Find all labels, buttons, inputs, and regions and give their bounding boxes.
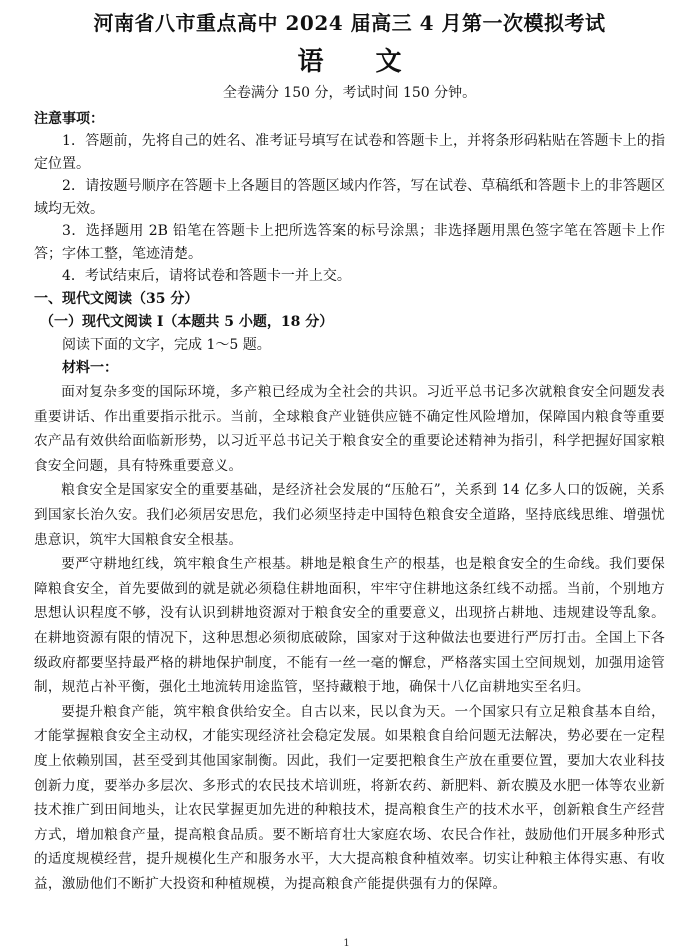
exam-info: 全卷满分 150 分，考试时间 150 分钟。 — [222, 85, 477, 101]
reading-instruction: 阅读下面的文字，完成 1～5 题。 — [62, 336, 271, 353]
material-paragraph: 要提升粮食产能，筑牢粮食供给安全。自古以来，民以食为天。一个国家只有立足粮食基本自给，才能掌握粮食安全主动权，才能实现经济社会稳定发展。如果粮食自给问题无法解决，势必要在一定程度上依赖别国，甚至受到其他国家制衡。因此，我们一定要把粮食生产放在重要位置，要加大农业科技创新力度，要举办多层次、多形式的农民技术培训班，将新农药、新肥料、新农膜及水肥一体等农业新技术推广到田间地头，让农民掌握更加先进的种粮技术，提高粮食生产的技术水平，创新粮食生产经营方式，增加粮食产量，提高粮食品质。要不断培育壮大家庭农场、农民合作社，鼓励他们开展多种形式的适度规模经营，提升规模化生产和服务水平，大大提高粮食种植效率。切实让种粮主体得实惠、有收益，激励他们不断扩大投资和种植规模，为提高粮食产能提供强有力的保障。 — [34, 703, 665, 892]
note-item: 3．选择题用 2B 铅笔在答题卡上把所选答案的标号涂黑；非选择题用黑色签字笔在答题卡上作答；字体工整，笔迹清楚。 — [34, 223, 665, 262]
material-paragraph: 面对复杂多变的国际环境，多产粮已经成为全社会的共识。习近平总书记多次就粮食安全问题发表重要讲话、作出重要指示批示。当前，全球粮食产业链供应链不确定性风险增加，保障国内粮食等重要农产品有效供给面临新形势，以习近平总书记关于粮食安全的重要论述精神为指引，科学把握好国家粮食安全问题，具有特殊重要意义。 — [34, 384, 665, 474]
note-item: 1．答题前，先将自己的姓名、准考证号填写在试卷和答题卡上，并将条形码粘贴在答题卡上的指定位置。 — [34, 133, 665, 172]
material-paragraph: 粮食安全是国家安全的重要基础，是经济社会发展的“压舱石”，关系到 14 亿多人口的饭碗，关系到国家长治久安。我们必须居安思危，我们必须坚持走中国特色粮食安全道路，坚持底线思维、增强忧患意识，筑牢大国粮食安全根基。 — [34, 482, 665, 548]
material-label: 材料一： — [62, 360, 118, 376]
material-paragraph: 要严守耕地红线，筑牢粮食生产根基。耕地是粮食生产的根基，也是粮食安全的生命线。我们要保障粮食安全，首先要做到的就是就必须稳住耕地面积，牢牢守住耕地这条红线不动摇。当前，个别地方思想认识程度不够，没有认识到耕地资源对于粮食安全的重要意义，出现挤占耕地、违规建设等乱象。在耕地资源有限的情况下，这种思想必须彻底破除，国家对于这种做法也要进行严厉打击。全国上下各级政府都要坚持最严格的耕地保护制度，不能有一丝一毫的懈怠，严格落实国土空间规划，加强用途管制，规范占补平衡，强化土地流转用途监管，坚持藏粮于地，确保十八亿亩耕地实至名归。 — [34, 556, 665, 696]
subject-title: 语 文 — [297, 47, 402, 77]
page-number: 1 — [343, 938, 350, 949]
note-item: 4．考试结束后，请将试卷和答题卡一并上交。 — [62, 268, 351, 284]
exam-title: 河南省八市重点高中 2024 届高三 4 月第一次模拟考试 — [93, 11, 606, 35]
note-item: 2．请按题号顺序在答题卡上各题目的答题区域内作答，写在试卷、草稿纸和答题卡上的非答题区域均无效。 — [34, 178, 665, 217]
section-subtitle: （一）现代文阅读 I（本题共 5 小题，18 分） — [40, 313, 334, 330]
notes-heading: 注意事项： — [34, 111, 104, 127]
section-title: 一、现代文阅读（35 分） — [34, 290, 199, 307]
